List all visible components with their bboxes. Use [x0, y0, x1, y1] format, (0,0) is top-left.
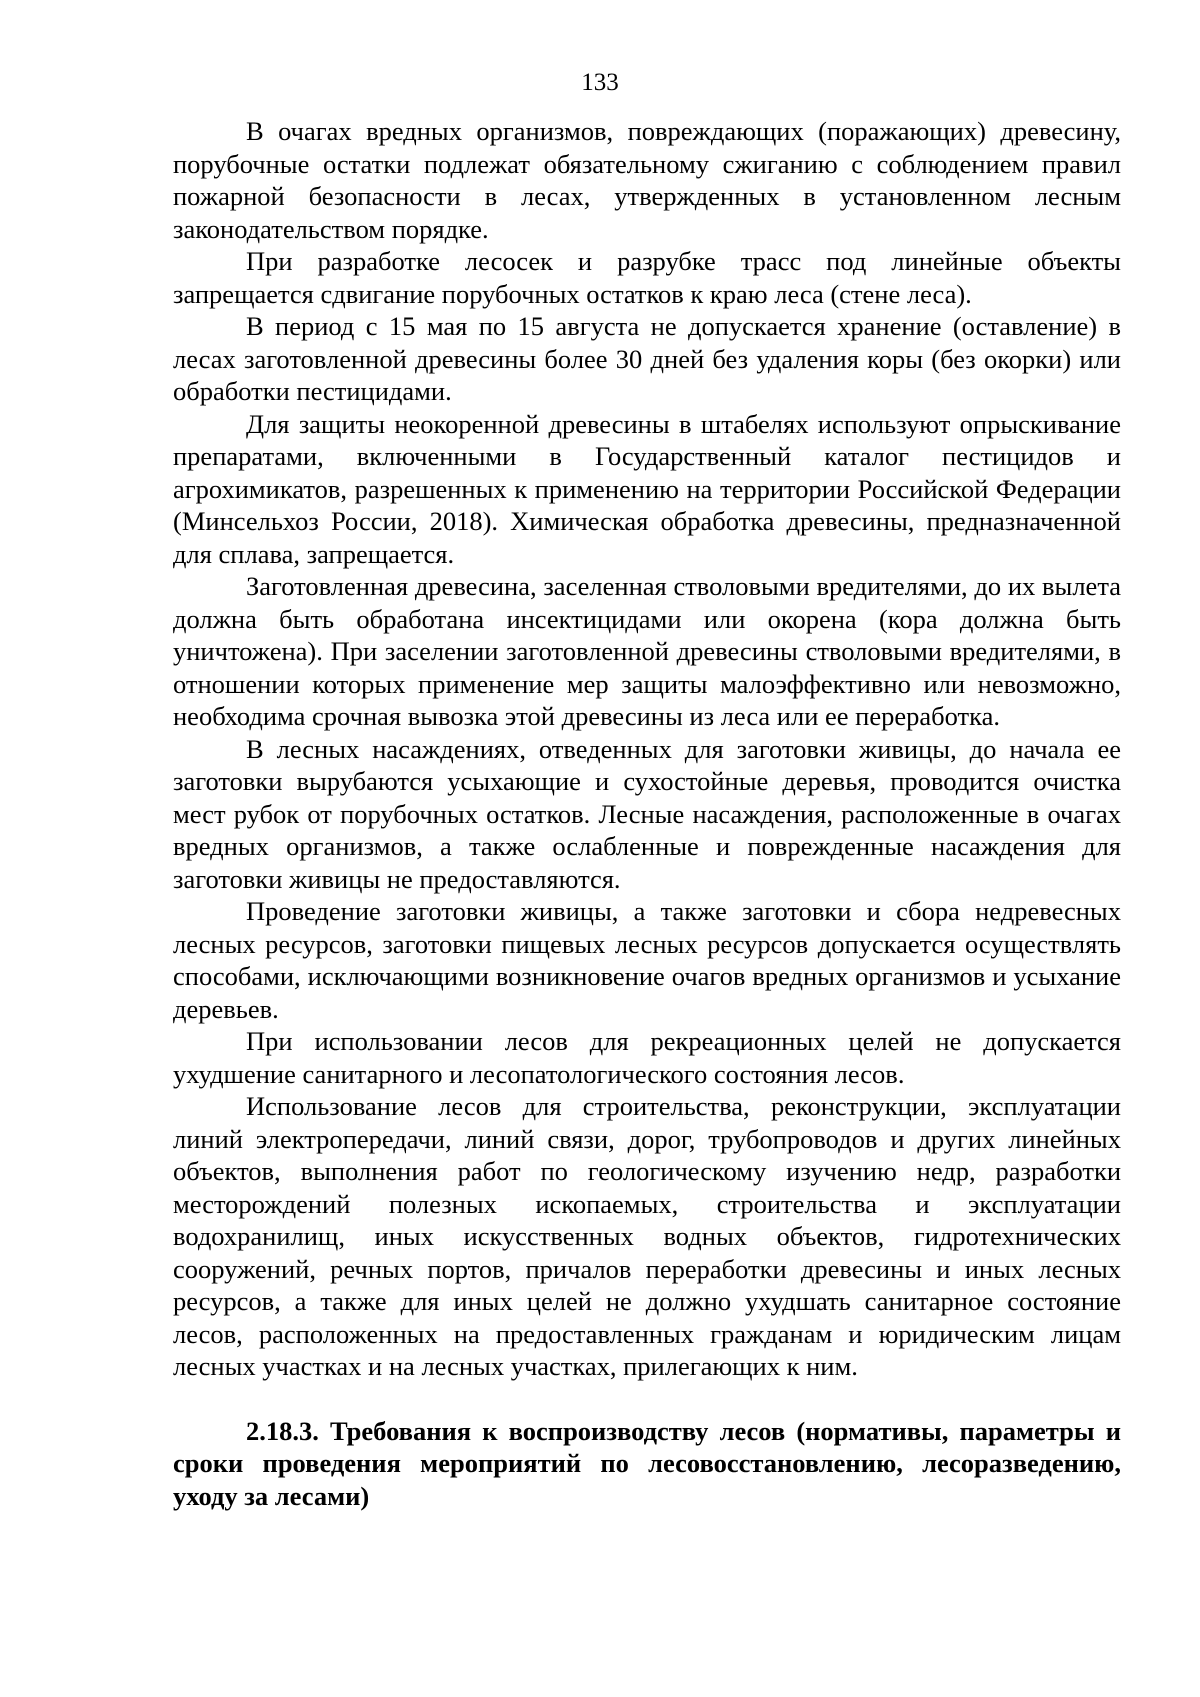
paragraph-stem-pests: Заготовленная древесина, заселенная стволовыми вредителями, до их вылета должна быть обработана инсектицидами или окорена (кора должна быть уничтожена). При заселении заготовленной древесины стволовыми вредителями, в отношении которых применение мер защиты малоэффективно или невозможно, необходима срочная вывозка этой древесины из леса или ее переработка. — [173, 571, 1121, 731]
paragraph-non-timber-resources: Проведение заготовки живицы, а также заготовки и сбора недревесных лесных ресурсов, заготовки пищевых лесных ресурсов допускается осуществлять способами, исключающими возникновение очагов вредных организмов и усыхание деревьев. — [173, 896, 1121, 1024]
body-text — [173, 115, 1121, 1512]
paragraph-timber-storage-period: В период с 15 мая по 15 августа не допускается хранение (оставление) в лесах заготовленной древесины более 30 дней без удаления коры (без окорки) или обработки пестицидами. — [173, 311, 1121, 406]
paragraph-stack-protection: Для защиты неокоренной древесины в штабелях используют опрыскивание препаратами, включенными в Государственный каталог пестицидов и агрохимикатов, разрешенных к применению на территории Российской Федерации (Минсельхоз России, 2018). Химическая обработка древесины, предназначенной для сплава, запрещается. — [173, 408, 1121, 569]
paragraph-resin-harvesting: В лесных насаждениях, отведенных для заготовки живицы, до начала ее заготовки вырубаются усыхающие и сухостойные деревья, проводится очистка мест рубок от порубочных остатков. Лесные насаждения, расположенные в очагах вредных организмов, а также ослабленные и поврежденные насаждения для заготовки живицы не предоставляются. — [173, 733, 1121, 894]
paragraph-construction-use: Использование лесов для строительства, реконструкции, эксплуатации линий электропередачи, линий связи, дорог, трубопроводов и других линейных объектов, выполнения работ по геологическому изучению недр, разработки месторождений полезных ископаемых, строительства и эксплуатации водохранилищ, иных искусственных водных объектов, гидротехнических сооружений, речных портов, причалов переработки древесины и иных лесных ресурсов, а также для иных целей не должно ухудшать санитарное состояние лесов, расположенных на предоставленных гражданам и юридическим лицам лесных участках и на лесных участках, прилегающих к ним. — [173, 1091, 1121, 1381]
section-heading: 2.18.3. Требования к воспроизводству лесов (нормативы, параметры и сроки проведения мероприятий по лесовосстановлению, лесоразведению, уходу за лесами) — [173, 1415, 1121, 1511]
page-number: 133 — [581, 69, 619, 96]
paragraph-pest-foci-residues: В очагах вредных организмов, повреждающих (поражающих) древесину, порубочные остатки подлежат обязательному сжиганию с соблюдением правил пожарной безопасности в лесах, утвержденных в установленном лесным законодательством порядке. — [173, 116, 1121, 244]
paragraph-logging-residues: При разработке лесосек и разрубке трасс под линейные объекты запрещается сдвигание порубочных остатков к краю леса (стене леса). — [173, 246, 1121, 309]
paragraph-recreation: При использовании лесов для рекреационных целей не допускается ухудшение санитарного и лесопатологического состояния лесов. — [173, 1026, 1121, 1089]
